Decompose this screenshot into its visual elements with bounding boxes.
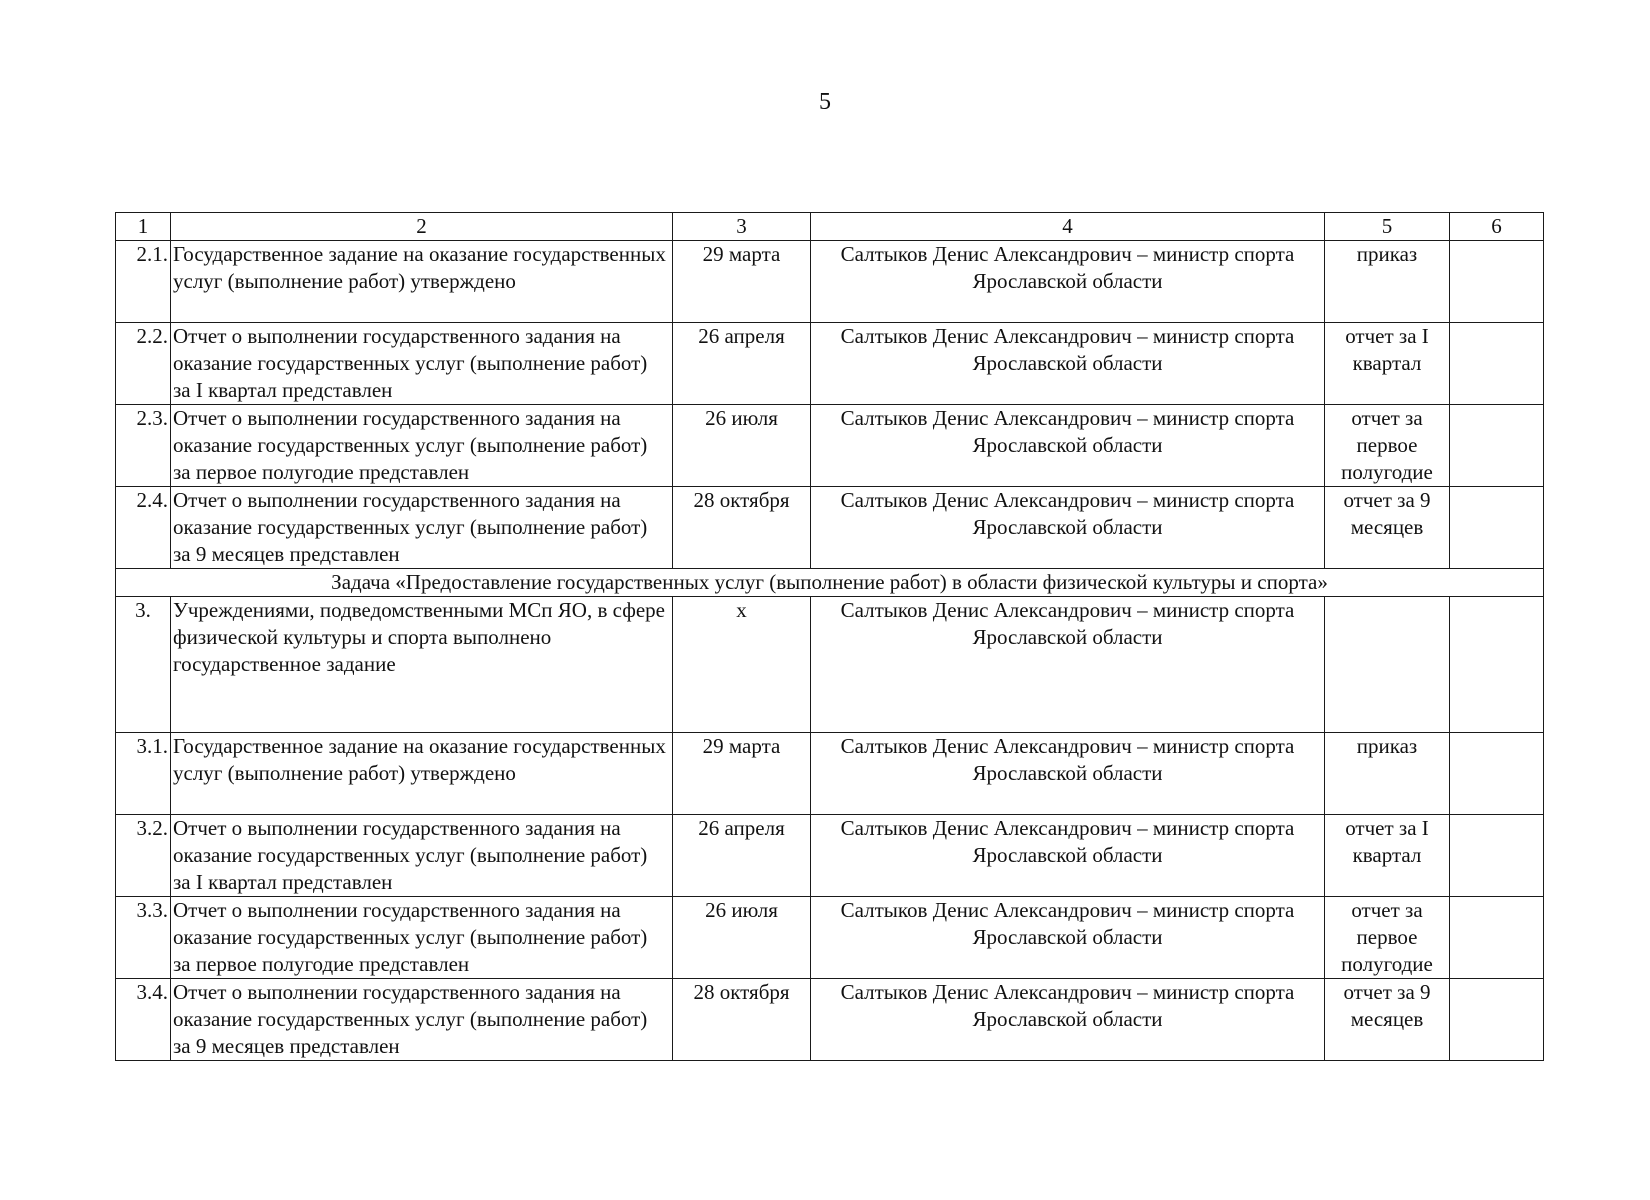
row-responsible: Салтыков Денис Александрович – министр спорта Ярославской области bbox=[811, 597, 1325, 733]
row-number: 3. bbox=[116, 597, 171, 733]
row-date: 26 апреля bbox=[673, 323, 811, 405]
row-document bbox=[1325, 597, 1450, 733]
row-number: 2.3. bbox=[116, 405, 171, 487]
row-description: Государственное задание на оказание государственных услуг (выполнение работ) утверждено bbox=[171, 733, 673, 815]
row-responsible: Салтыков Денис Александрович – министр спорта Ярославской области bbox=[811, 979, 1325, 1061]
row-date: 26 июля bbox=[673, 405, 811, 487]
row-description: Отчет о выполнении государственного задания на оказание государственных услуг (выполнение работ) за I квартал представлен bbox=[171, 815, 673, 897]
row-document: отчет за 9 месяцев bbox=[1325, 487, 1450, 569]
row-responsible: Салтыков Денис Александрович – министр спорта Ярославской области bbox=[811, 323, 1325, 405]
task-row bbox=[116, 569, 1544, 597]
table-row bbox=[116, 323, 1544, 405]
column-header: 3 bbox=[673, 213, 811, 241]
row-number: 2.4. bbox=[116, 487, 171, 569]
row-description: Учреждениями, подведомственными МСп ЯО, в сфере физической культуры и спорта выполнено государственное задание bbox=[171, 597, 673, 733]
task-title: Задача «Предоставление государственных услуг (выполнение работ) в области физической культуры и спорта» bbox=[116, 569, 1544, 597]
row-number: 3.1. bbox=[116, 733, 171, 815]
row-description: Отчет о выполнении государственного задания на оказание государственных услуг (выполнение работ) за I квартал представлен bbox=[171, 323, 673, 405]
row-note bbox=[1450, 897, 1544, 979]
row-responsible: Салтыков Денис Александрович – министр спорта Ярославской области bbox=[811, 405, 1325, 487]
table-row bbox=[116, 241, 1544, 323]
row-document: отчет за первое полугодие bbox=[1325, 897, 1450, 979]
page-number: 5 bbox=[819, 89, 831, 115]
table-row bbox=[116, 487, 1544, 569]
row-description: Отчет о выполнении государственного задания на оказание государственных услуг (выполнение работ) за первое полугодие представлен bbox=[171, 897, 673, 979]
table-row bbox=[116, 897, 1544, 979]
column-header: 4 bbox=[811, 213, 1325, 241]
row-date: 28 октября bbox=[673, 979, 811, 1061]
row-document: приказ bbox=[1325, 733, 1450, 815]
row-document: отчет за I квартал bbox=[1325, 815, 1450, 897]
row-number: 3.2. bbox=[116, 815, 171, 897]
row-note bbox=[1450, 733, 1544, 815]
row-description: Отчет о выполнении государственного задания на оказание государственных услуг (выполнение работ) за первое полугодие представлен bbox=[171, 405, 673, 487]
row-note bbox=[1450, 241, 1544, 323]
row-note bbox=[1450, 597, 1544, 733]
row-number: 3.4. bbox=[116, 979, 171, 1061]
row-document: отчет за I квартал bbox=[1325, 323, 1450, 405]
row-responsible: Салтыков Денис Александрович – министр спорта Ярославской области bbox=[811, 733, 1325, 815]
table-row bbox=[116, 405, 1544, 487]
row-number: 2.1. bbox=[116, 241, 171, 323]
row-description: Отчет о выполнении государственного задания на оказание государственных услуг (выполнение работ) за 9 месяцев представлен bbox=[171, 487, 673, 569]
row-number: 3.3. bbox=[116, 897, 171, 979]
row-responsible: Салтыков Денис Александрович – министр спорта Ярославской области bbox=[811, 897, 1325, 979]
column-header: 2 bbox=[171, 213, 673, 241]
table-row bbox=[116, 815, 1544, 897]
row-responsible: Салтыков Денис Александрович – министр спорта Ярославской области bbox=[811, 241, 1325, 323]
row-date: 26 июля bbox=[673, 897, 811, 979]
table-row bbox=[116, 733, 1544, 815]
row-responsible: Салтыков Денис Александрович – министр спорта Ярославской области bbox=[811, 815, 1325, 897]
row-note bbox=[1450, 487, 1544, 569]
row-document: отчет за первое полугодие bbox=[1325, 405, 1450, 487]
row-date: 29 марта bbox=[673, 241, 811, 323]
row-note bbox=[1450, 815, 1544, 897]
row-note bbox=[1450, 405, 1544, 487]
row-description: Государственное задание на оказание государственных услуг (выполнение работ) утверждено bbox=[171, 241, 673, 323]
plan-table bbox=[115, 212, 1544, 1061]
row-responsible: Салтыков Денис Александрович – министр спорта Ярославской области bbox=[811, 487, 1325, 569]
row-note bbox=[1450, 979, 1544, 1061]
row-description: Отчет о выполнении государственного задания на оказание государственных услуг (выполнение работ) за 9 месяцев представлен bbox=[171, 979, 673, 1061]
row-document: приказ bbox=[1325, 241, 1450, 323]
column-header: 5 bbox=[1325, 213, 1450, 241]
row-date: 28 октября bbox=[673, 487, 811, 569]
row-document: отчет за 9 месяцев bbox=[1325, 979, 1450, 1061]
table-row bbox=[116, 597, 1544, 733]
table-row bbox=[116, 979, 1544, 1061]
row-note bbox=[1450, 323, 1544, 405]
row-date: х bbox=[673, 597, 811, 733]
column-header: 1 bbox=[116, 213, 171, 241]
column-header: 6 bbox=[1450, 213, 1544, 241]
row-date: 29 марта bbox=[673, 733, 811, 815]
row-date: 26 апреля bbox=[673, 815, 811, 897]
table-header-row bbox=[116, 213, 1544, 241]
row-number: 2.2. bbox=[116, 323, 171, 405]
